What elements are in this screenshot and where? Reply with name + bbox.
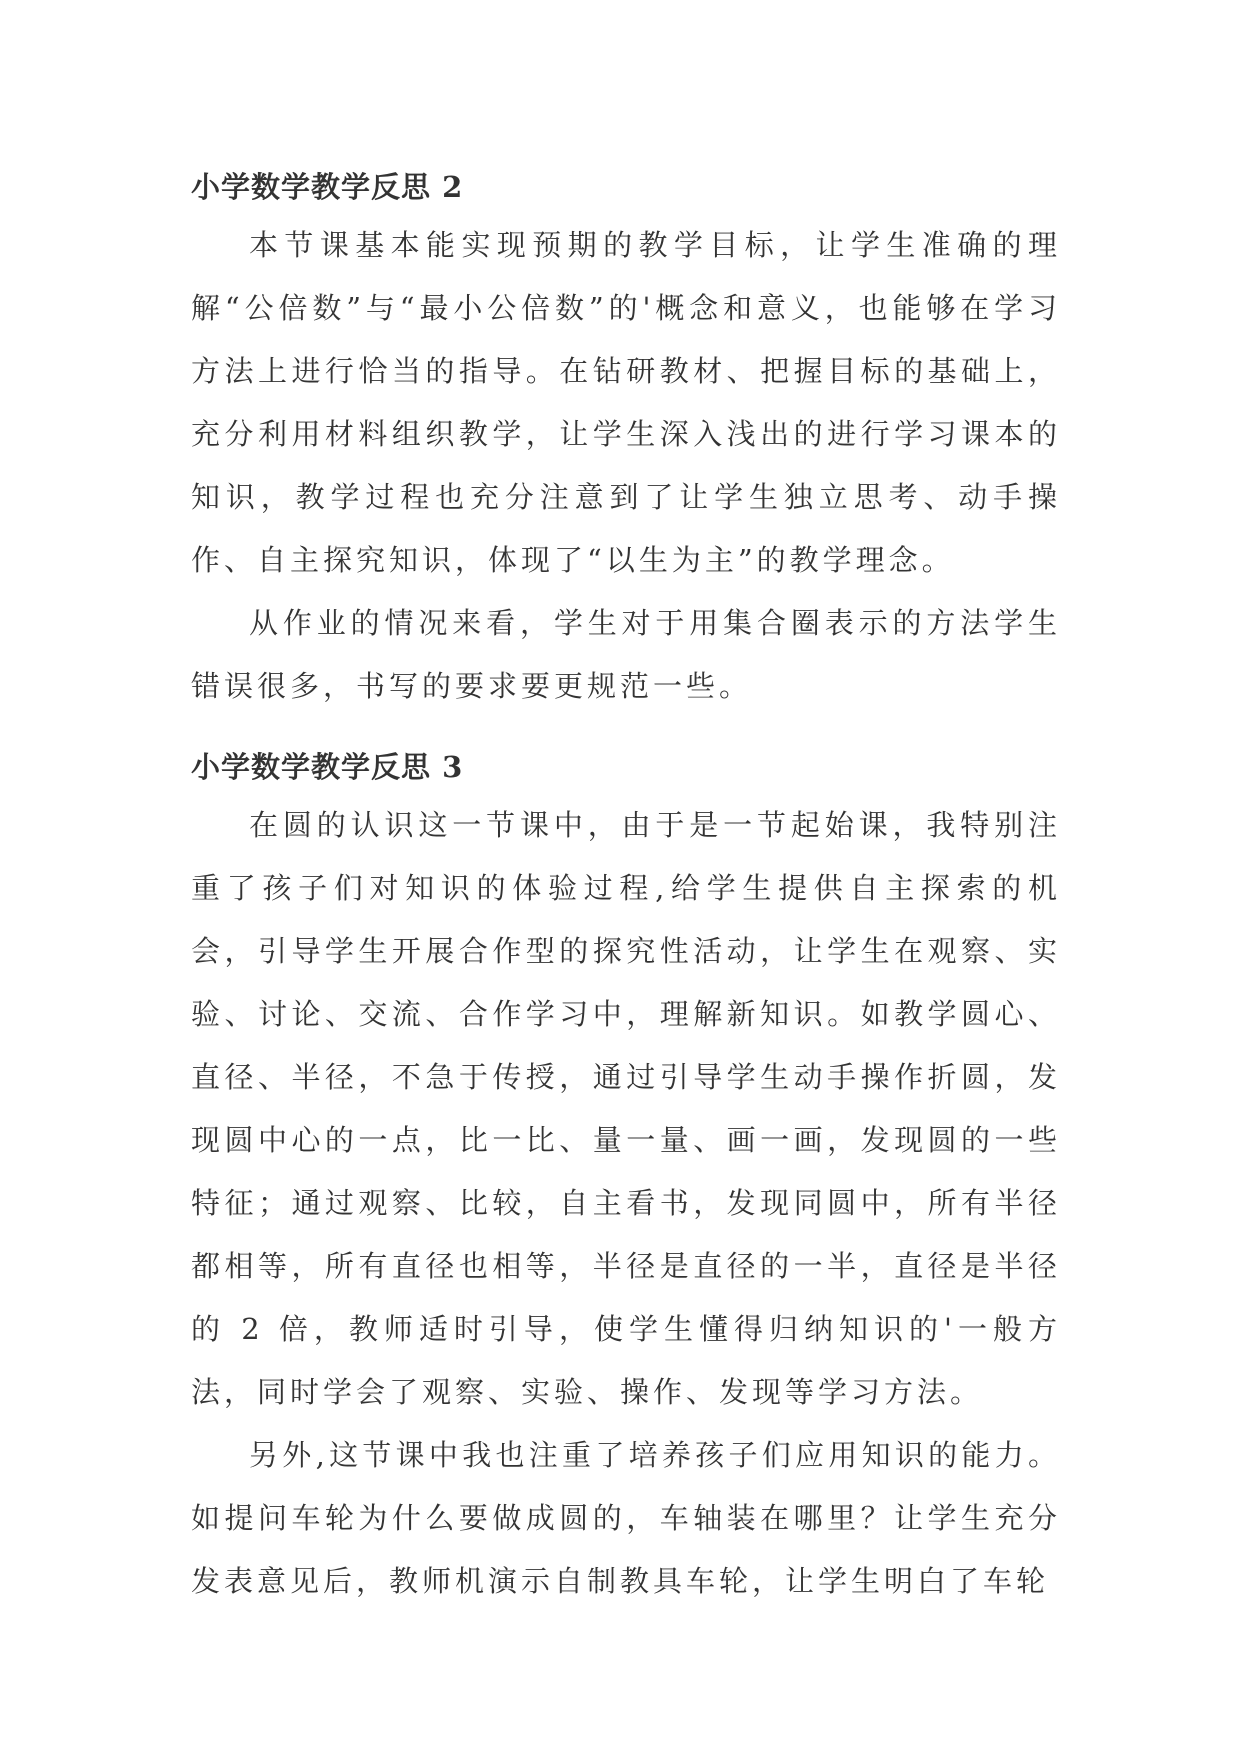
paragraph: 另外,这节课中我也注重了培养孩子们应用知识的能力。如提问车轮为什么要做成圆的，车轴装在哪里？让学生充分发表意见后，教师机演示自制教具车轮，让学生明白了车轮 [191,1438,1061,1598]
section-title: 小学数学教学反思 3 [191,750,464,784]
paragraph: 在圆的认识这一节课中，由于是一节起始课，我特别注重了孩子们对知识的体验过程,给学生提供自主探索的机会，引导学生开展合作型的探究性活动，让学生在观察、实验、讨论、交流、合作学习中，理解新知识。如教学圆心、直径、半径，不急于传授，通过引导学生动手操作折圆，发现圆中心的一点，比一比、量一量、画一画，发现圆的一些特征；通过观察、比较，自主看书，发现同圆中，所有半径都相等，所有直径也相等，半径是直径的一半，直径是半径的 2 倍，教师适时引导，使学生懂得归纳知识的'一般方法，同时学会了观察、实验、操作、发现等学习方法。 [191,808,1061,1409]
reflection-section-3 [191,740,1061,1613]
paragraph: 本节课基本能实现预期的教学目标，让学生准确的理解“公倍数”与“最小公倍数”的'概念和意义，也能够在学习方法上进行恰当的指导。在钻研教材、把握目标的基础上，充分利用材料组织教学，让学生深入浅出的进行学习课本的知识，教学过程也充分注意到了让学生独立思考、动手操作、自主探究知识，体现了“以生为主”的教学理念。 [191,228,1061,577]
section-title: 小学数学教学反思 2 [191,170,464,204]
reflection-section-2 [191,160,1061,718]
paragraph: 从作业的情况来看，学生对于用集合圈表示的方法学生错误很多，书写的要求要更规范一些。 [191,606,1061,703]
